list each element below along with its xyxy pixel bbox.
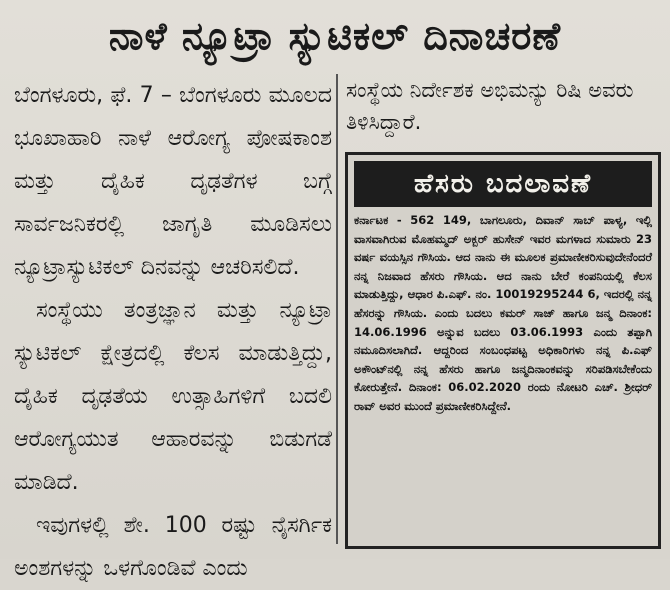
article-paragraph: ಇವುಗಳಲ್ಲಿ ಶೇ. 100 ರಷ್ಟು ನೈಸರ್ಗಿಕ ಅಂಶಗಳನ್ನು ಒಳಗೊಂಡಿವೆ ಎಂದು <box>14 513 332 581</box>
name-change-notice <box>345 152 661 549</box>
column-divider <box>336 74 338 544</box>
article-paragraph: ಸಂಸ್ಥೆಯು ತಂತ್ರಜ್ಞಾನ ಮತ್ತು ನ್ಯೂಟ್ರಾ ಸ್ಯುಟಿಕಲ್ ಕ್ಷೇತ್ರದಲ್ಲಿ ಕೆಲಸ ಮಾಡುತ್ತಿದ್ದು, ದೈಹಿಕ ದೃಢತೆಯ ಉತ್ಸಾಹಿಗಳಿಗೆ ಬದಲಿ ಆರೋಗ್ಯಯುತ ಆಹಾರವನ್ನು ಬಿಡುಗಡೆ ಮಾಡಿದೆ. <box>14 298 332 495</box>
article-left-column <box>14 74 332 581</box>
article-continuation: ಸಂಸ್ಥೆಯ ನಿರ್ದೇಶಕ ಅಭಿಮನ್ಯು ರಿಷಿ ಅವರು ತಿಳಿಸಿದ್ದಾರೆ. <box>346 78 634 134</box>
headline: ನಾಳೆ ನ್ಯೂಟ್ರಾ ಸ್ಯುಟಿಕಲ್ ದಿನಾಚರಣೆ <box>108 14 562 58</box>
notice-title: ಹೆಸರು ಬದಲಾವಣೆ <box>354 161 652 207</box>
notice-body: ಕರ್ನಾಟಕ - 562 149, ಬಾಗಲೂರು, ದಿವಾನ್ ಸಾಬ್ ಪಾಳ್ಯ, ಇಲ್ಲಿ ವಾಸವಾಗಿರುವ ಮೊಹಮ್ಮದ್ ಅಕ್ಬರ್ ಹುಸೇನ್ ಇವರ ಮಗಳಾದ ಸುಮಾರು 23 ವರ್ಷ ವಯಸ್ಸಿನ ಗೌಸಿಯ. ಆದ ನಾನು ಈ ಮೂಲಕ ಪ್ರಮಾಣೀಕರಿಸುವುದೇನೆಂದರೆ ನನ್ನ ನಿಜವಾದ ಹೆಸರು ಗೌಸಿಯ. ಆದ ನಾನು ಬೇರೆ ಕಂಪನಿಯಲ್ಲಿ ಕೆಲಸ ಮಾಡುತ್ತಿದ್ದು, ಆಧಾರ ಪಿ.ಎಫ್. ನಂ. 10019295244 6, ಇದರಲ್ಲಿ ನನ್ನ ಹೆಸರನ್ನು ಗೌಸಿಯ. ಎಂದು ಬದಲು ಕಮರ್ ಸಾಜ್ ಹಾಗೂ ಜನ್ಮ ದಿನಾಂಕ: 14.06.1996 ಅನ್ನುವ ಬದಲು 03.06.1993 ಎಂದು ತಪ್ಪಾಗಿ ನಮೂದಿಸಲಾಗಿದೆ. ಆದ್ದರಿಂದ ಸಂಬಂಧಪಟ್ಟ ಅಧಿಕಾರಿಗಳು ನನ್ನ ಪಿ.ಎಫ್ ಅಕೌಂಟ್‌ನಲ್ಲಿ ನನ್ನ ಹೆಸರು ಹಾಗೂ ಜನ್ಮದಿನಾಂಕವನ್ನು ಸರಿಪಡಿಸಬೇಕೆಂದು ಕೋರುತ್ತೇನೆ. ದಿನಾಂಕ: 06.02.2020 ರಂದು ನೋಟರಿ ಎಚ್. ಶ್ರೀಧರ್ ರಾವ್ ಅವರ ಮುಂದೆ ಪ್ರಮಾಣೀಕರಿಸಿದ್ದೇನೆ. <box>354 213 652 413</box>
article-paragraph: ಬೆಂಗಳೂರು, ಫೆ. 7 – ಬೆಂಗಳೂರು ಮೂಲದ ಭೂಖಾಹಾರಿ ನಾಳೆ ಆರೋಗ್ಯ ಪೋಷಕಾಂಶ ಮತ್ತು ದೈಹಿಕ ದೃಢತೆಗಳ ಬಗ್ಗೆ ಸಾರ್ವಜನಿಕರಲ್ಲಿ ಜಾಗೃತಿ ಮೂಡಿಸಲು ನ್ಯೂಟ್ರಾಸ್ಯುಟಿಕಲ್ ದಿನವನ್ನು ಆಚರಿಸಲಿದೆ. <box>14 83 332 280</box>
